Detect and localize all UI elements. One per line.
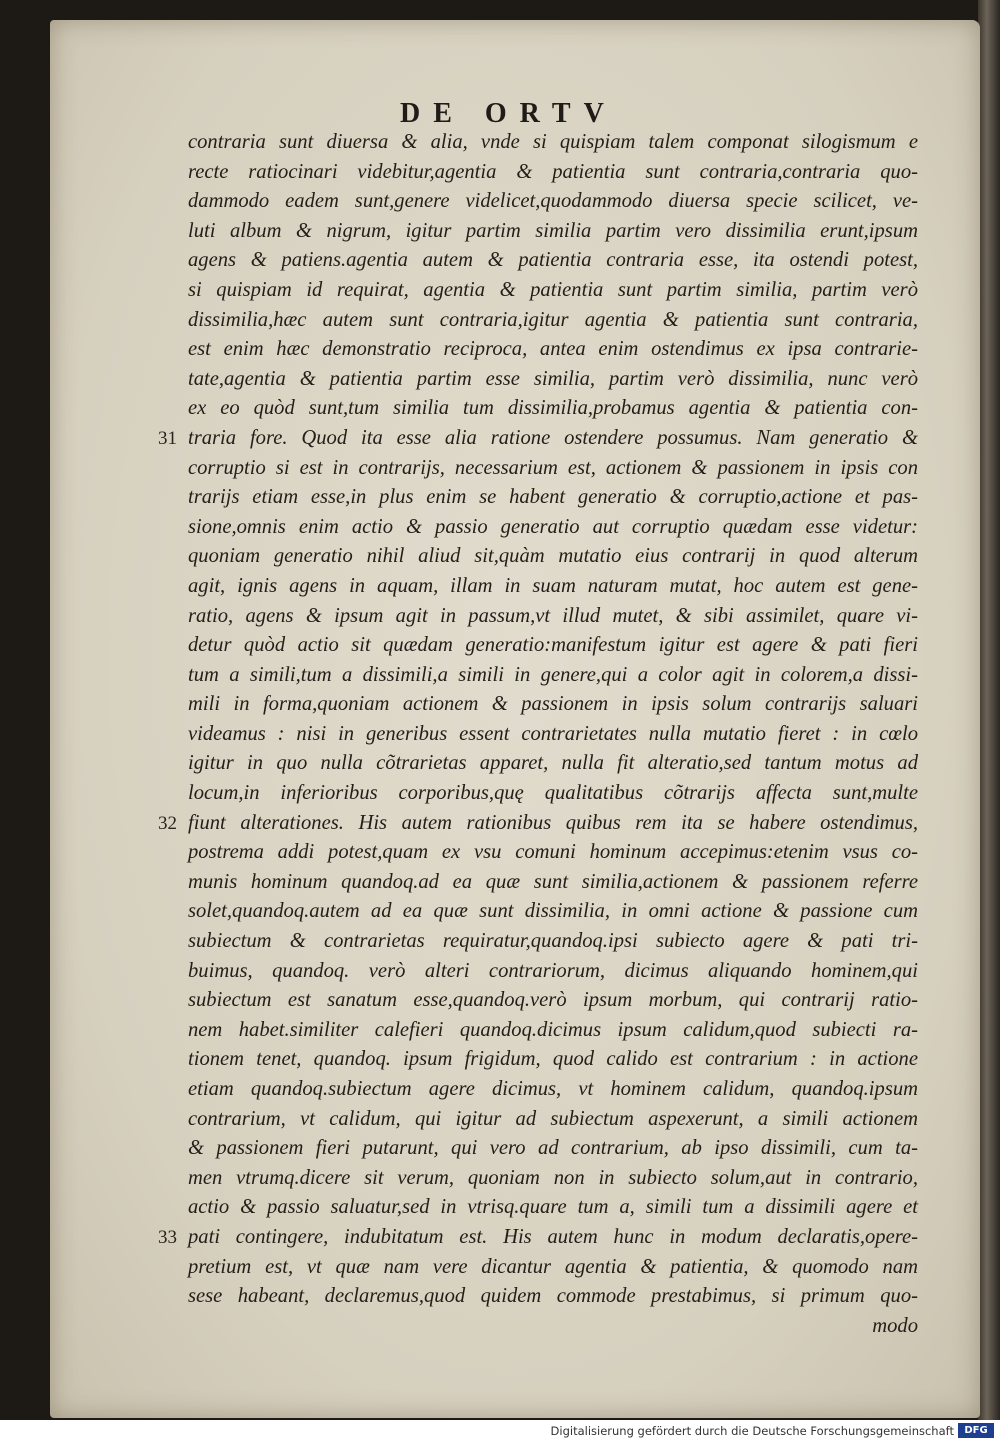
line-text: subiectum & contrarietas requiratur,quandoq.ipsi subiecto agere & pati tri- [188, 930, 918, 953]
text-line [188, 306, 918, 336]
footer-bar [0, 1420, 1000, 1442]
line-text: pati contingere, indubitatum est. His autem hunc in modum declaratis,opere- [188, 1225, 918, 1248]
text-line [188, 1075, 918, 1105]
line-text: videamus : nisi in generibus essent contrarietates nulla mutatio fieret : in cœlo [188, 722, 918, 745]
line-text: corruptio si est in contrarijs, necessarium est, actionem & passionem in ipsis con [188, 456, 918, 479]
text-line [188, 217, 918, 247]
line-text: etiam quandoq.subiectum agere dicimus, vt hominem calidum, quandoq.ipsum [188, 1078, 918, 1100]
line-text: recte ratiocinari videbitur,agentia & patientia sunt contraria,contraria quo- [188, 160, 918, 183]
line-text: pretium est, vt quæ nam vere dicantur agentia & patientia, & quomodo nam [188, 1255, 918, 1278]
line-text: ex eo quòd sunt,tum similia tum dissimilia,probamus agentia & patientia con- [188, 397, 918, 420]
text-line [188, 1134, 918, 1164]
text-line [188, 838, 918, 868]
text-line [188, 631, 918, 661]
line-text: luti album & nigrum, igitur partim similia partim vero dissimilia erunt,ipsum [188, 219, 918, 242]
page-spine [978, 0, 1000, 1420]
line-text: agit, ignis agens in aquam, illam in suam naturam mutat, hoc autem est gene- [188, 574, 918, 597]
text-line [188, 779, 918, 809]
text-line [188, 749, 918, 779]
text-line [188, 602, 918, 632]
running-header: DE ORTV [400, 98, 617, 129]
text-line [188, 1045, 918, 1075]
line-text: est enim hæc demonstratio reciproca, antea enim ostendimus ex ipsa contrarie- [188, 338, 918, 361]
line-text: ratio, agens & ipsum agit in passum,vt illud mutet, & sibi assimilet, quare vi- [188, 604, 918, 627]
text-line [188, 572, 918, 602]
text-line [188, 246, 918, 276]
text-line [188, 513, 918, 543]
footer-credit: Digitalisierung gefördert durch die Deutsche Forschungsgemeinschaft [550, 1424, 954, 1438]
text-line [188, 276, 918, 306]
text-line [158, 1223, 918, 1253]
line-text: contrarium, vt calidum, qui igitur ad subiectum aspexerunt, a simili actionem [188, 1107, 918, 1130]
text-line [188, 1193, 918, 1223]
line-text: contraria sunt diuersa & alia, vnde si quispiam talem componat silogismum e [188, 131, 918, 153]
text-line [188, 1253, 918, 1283]
line-text: agens & patiens.agentia autem & patientia contraria esse, ita ostendi potest, [188, 249, 918, 272]
text-line [188, 1105, 918, 1135]
text-line [188, 128, 918, 158]
text-line [158, 809, 918, 839]
line-text: mili in forma,quoniam actionem & passionem in ipsis solum contrarijs saluari [188, 693, 918, 716]
line-text: buimus, quandoq. verò alteri contrariorum, dicimus aliquando hominem,qui [188, 959, 918, 982]
line-text: sione,omnis enim actio & passio generatio aut corruptio quædam esse videtur: [188, 515, 918, 538]
text-line [188, 335, 918, 365]
line-text: detur quòd actio sit quædam generatio:manifestum igitur est agere & pati fieri [188, 634, 918, 657]
text-line [188, 483, 918, 513]
line-text: igitur in quo nulla cõtrarietas apparet, nulla fit alteratio,sed tantum motus ad [188, 752, 918, 775]
text-line [188, 1016, 918, 1046]
line-text: postrema addi potest,quam ex vsu comuni hominum accepimus:etenim vsus co- [188, 841, 918, 864]
text-line [188, 957, 918, 987]
text-line [188, 986, 918, 1016]
line-text: sese habeant, declaremus,quod quidem commode prestabimus, si primum quo- [188, 1285, 918, 1308]
line-text: tate,agentia & patientia partim esse similia, partim verò dissimilia, nunc verò [188, 367, 918, 390]
text-line [188, 720, 918, 750]
body-text [158, 128, 918, 1341]
text-line [158, 424, 918, 454]
text-line [188, 1282, 918, 1312]
line-text: tum a simili,tum a dissimili,a simili in genere,qui a color agit in colorem,a dissi- [188, 663, 918, 686]
line-text: dissimilia,hæc autem sunt contraria,igitur agentia & patientia sunt contraria, [188, 308, 918, 331]
line-text: nem habet.similiter calefieri quandoq.dicimus ipsum calidum,quod subiecti ra- [188, 1018, 918, 1041]
text-line [188, 661, 918, 691]
text-line [188, 187, 918, 217]
line-text: quoniam generatio nihil aliud sit,quàm mutatio eius contrarij in quod alterum [188, 545, 918, 568]
text-line [188, 1164, 918, 1194]
text-line [188, 454, 918, 484]
margin-number: 33 [158, 1226, 177, 1248]
text-line [188, 365, 918, 395]
text-line [188, 868, 918, 898]
line-text: men vtrumq.dicere sit verum, quoniam non in subiecto solum,aut in contrario, [188, 1166, 918, 1189]
margin-number: 32 [158, 812, 177, 834]
line-text: dammodo eadem sunt,genere videlicet,quodammodo diuersa specie scilicet, ve- [188, 190, 918, 213]
dfg-logo: DFG [958, 1423, 994, 1438]
line-text: subiectum est sanatum esse,quandoq.verò ipsum morbum, qui contrarij ratio- [188, 989, 918, 1012]
text-line [188, 897, 918, 927]
line-text: & passionem fieri putarunt, qui vero ad contrarium, ab ipso dissimili, cum ta- [188, 1137, 918, 1160]
line-text: actio & passio saluatur,sed in vtrisq.quare tum a, simili tum a dissimili agere et [188, 1196, 918, 1219]
text-line [188, 394, 918, 424]
text-line [188, 1312, 918, 1342]
line-text: si quispiam id requirat, agentia & patientia sunt partim similia, partim verò [188, 278, 918, 301]
line-text: trarijs etiam esse,in plus enim se habent generatio & corruptio,actione et pas- [188, 486, 918, 509]
line-text: munis hominum quandoq.ad ea quæ sunt similia,actionem & passionem referre [188, 870, 918, 893]
line-text: tionem tenet, quandoq. ipsum frigidum, quod calido est contrarium : in actione [188, 1048, 918, 1071]
text-line [188, 158, 918, 188]
margin-number: 31 [158, 427, 177, 449]
line-text: modo [872, 1314, 918, 1337]
text-line [188, 542, 918, 572]
text-line [188, 690, 918, 720]
line-text: traria fore. Quod ita esse alia ratione ostendere possumus. Nam generatio & [188, 426, 918, 449]
text-line [188, 927, 918, 957]
line-text: solet,quandoq.autem ad ea quæ sunt dissimilia, in omni actione & passione cum [188, 900, 918, 923]
line-text: locum,in inferioribus corporibus,quę qualitatibus cõtrarijs affecta sunt,multe [188, 782, 918, 805]
line-text: fiunt alterationes. His autem rationibus quibus rem ita se habere ostendimus, [188, 811, 918, 834]
